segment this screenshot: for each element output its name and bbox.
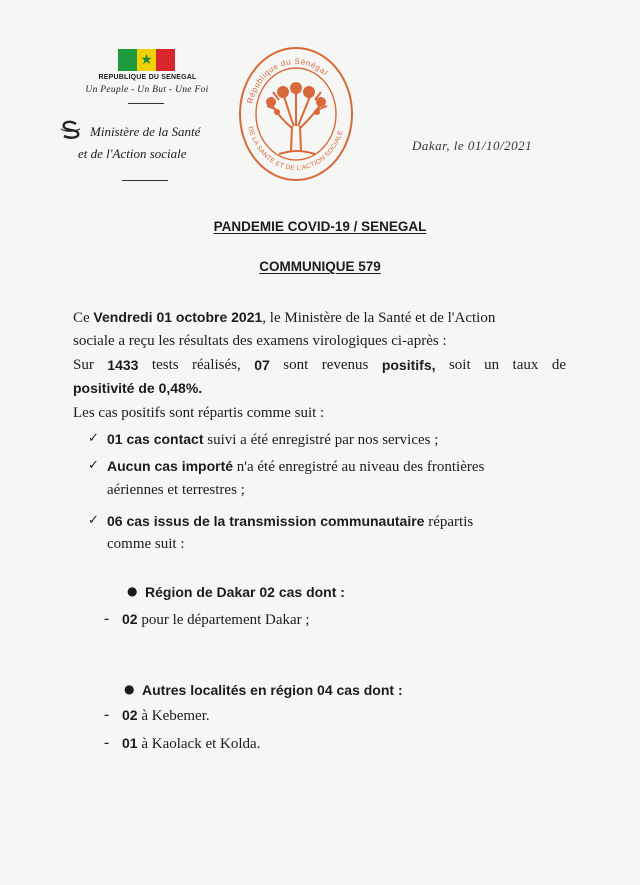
- tests-word: tests: [151, 357, 179, 373]
- tests-word: taux: [512, 357, 539, 373]
- list-item-contact: [107, 431, 438, 449]
- ministry-name-line1: Ministère de la Santé: [90, 124, 201, 139]
- detail-count: 01: [122, 735, 138, 751]
- flag-green-stripe: [118, 49, 137, 71]
- region-detail-item: [122, 707, 210, 725]
- item-bold: 06 cas issus de la transmission communautaire: [107, 513, 425, 529]
- detail-count: 02: [122, 707, 138, 723]
- breakdown-intro: Les cas positifs sont répartis comme suit :: [73, 405, 325, 421]
- intro-line-1: [73, 309, 495, 327]
- ministry-name-line2: et de l'Action sociale: [78, 146, 187, 161]
- tests-line: [73, 357, 566, 374]
- list-item-imported: [107, 458, 484, 476]
- positive-count: 07: [254, 357, 270, 373]
- region-title: Région de Dakar 02 cas dont :: [145, 584, 345, 600]
- item-text: suivi a été enregistré par nos services ;: [203, 432, 439, 448]
- dash-icon: -: [104, 707, 109, 723]
- intro-line-2: sociale a reçu les résultats des examens virologiques ci-après :: [73, 333, 447, 349]
- bullet-icon: ●: [127, 584, 138, 598]
- stamp-top-text: République du Sénégal: [245, 56, 330, 105]
- region-detail-item: [122, 611, 310, 629]
- header-divider: [128, 103, 164, 104]
- tests-word: sont: [283, 357, 309, 373]
- checkmark-icon: ✓: [88, 431, 99, 446]
- star-icon: ★: [140, 52, 153, 68]
- official-stamp-icon: [237, 44, 355, 184]
- detail-count: 02: [122, 611, 138, 627]
- flag-red-stripe: [156, 49, 175, 71]
- checkmark-icon: ✓: [88, 513, 99, 528]
- tests-word: un: [484, 357, 500, 373]
- item-text: n'a été enregistré au niveau des frontières: [233, 459, 485, 475]
- ministry-divider: [122, 180, 168, 181]
- ministry-logo-icon: [58, 120, 84, 140]
- country-name: REPUBLIQUE DU SENEGAL: [98, 74, 197, 81]
- list-item-community: [107, 513, 473, 531]
- stamp-bottom-text: DE LA SANTE ET DE L'ACTION SOCIALE: [246, 125, 345, 173]
- tests-word: soit: [448, 357, 471, 373]
- tests-count: 1433: [107, 357, 139, 373]
- intro-pre: Ce: [73, 310, 94, 326]
- tests-word: revenus: [321, 357, 369, 373]
- tests-word: réalisés,: [192, 357, 241, 373]
- tests-word: Sur: [73, 357, 94, 373]
- national-motto: Un Peuple - Un But - Une Foi: [85, 85, 209, 95]
- senegal-flag: [118, 49, 175, 71]
- document-date: Dakar, le 01/10/2021: [412, 138, 533, 153]
- intro-date: Vendredi 01 octobre 2021: [93, 309, 263, 325]
- detail-place: à Kaolack et Kolda.: [137, 736, 261, 752]
- dash-icon: -: [104, 735, 109, 751]
- positivity-rate-value: positivité de 0,48%.: [73, 380, 203, 396]
- positivity-rate: [73, 380, 202, 398]
- dash-icon: -: [104, 611, 109, 627]
- communique-number: COMMUNIQUE 579: [259, 259, 381, 274]
- region-detail-item: [122, 735, 260, 753]
- item-bold: Aucun cas importé: [107, 458, 234, 474]
- region-others-title: [142, 682, 403, 700]
- tests-word: de: [551, 357, 566, 373]
- bullet-icon: ●: [124, 682, 135, 696]
- detail-place: à Kebemer.: [137, 708, 210, 724]
- checkmark-icon: ✓: [88, 458, 99, 473]
- item-text: répartis: [424, 514, 474, 530]
- intro-post: , le Ministère de la Santé et de l'Action: [262, 310, 496, 326]
- document-title: PANDEMIE COVID-19 / SENEGAL: [213, 219, 427, 234]
- positifs-word: positifs,: [381, 357, 436, 373]
- region-title: Autres localités en région 04 cas dont :: [142, 682, 403, 698]
- list-item-imported-line2: aériennes et terrestres ;: [107, 482, 245, 498]
- region-dakar-title: [145, 584, 345, 602]
- flag-yellow-stripe: [137, 49, 156, 71]
- item-bold: 01 cas contact: [107, 431, 204, 447]
- detail-place: pour le département Dakar ;: [137, 612, 310, 628]
- list-item-community-line2: comme suit :: [107, 536, 185, 552]
